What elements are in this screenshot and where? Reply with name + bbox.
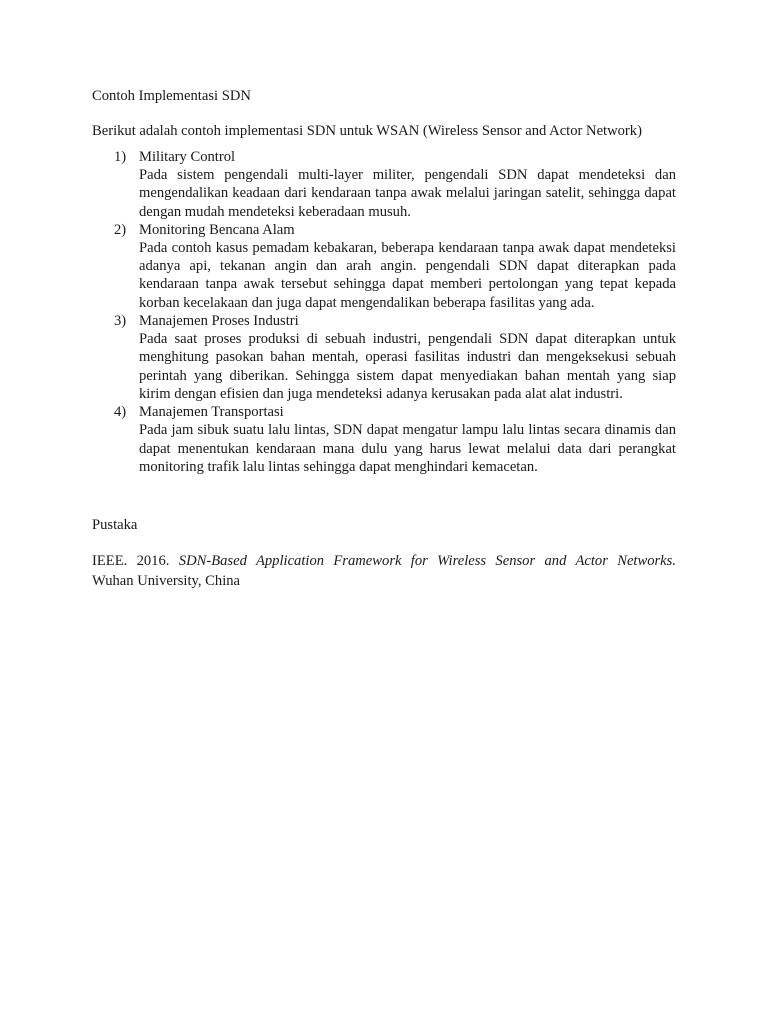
list-item-title: Manajemen Transportasi bbox=[139, 404, 284, 421]
intro-paragraph: Berikut adalah contoh implementasi SDN untuk WSAN (Wireless Sensor and Actor Network) bbox=[92, 123, 642, 139]
list-item-number: 2) bbox=[114, 221, 127, 238]
list-item-body: Pada saat proses produksi di sebuah industri, pengendali SDN dapat diterapkan untuk menghitung pasokan bahan mentah, operasi fasilitas industri dan mengeksekusi sebuah perintah yang diberikan. Sehingga sistem dapat menyediakan bahan mentah yang siap kirim dengan efisien dan juga mendeteksi adanya kerusakan pada alat alat industri. bbox=[139, 331, 676, 402]
list-item bbox=[92, 403, 676, 476]
reference-author-year: IEEE. 2016. bbox=[92, 553, 170, 570]
list-item-body: Pada sistem pengendali multi-layer militer, pengendali SDN dapat mendeteksi dan mengendalikan keadaan dari kendaraan tanpa awak melalui jaringan satelit, sehingga dapat dengan mudah mendeteksi keberadaan musuh. bbox=[139, 167, 676, 220]
list-item-number: 1) bbox=[114, 149, 127, 165]
list-item-title: Monitoring Bencana Alam bbox=[139, 221, 295, 238]
list-item-body: Pada jam sibuk suatu lalu lintas, SDN dapat mengatur lampu lalu lintas secara dinamis dan dapat menentukan kendaraan mana dulu yang harus lewat melalui data dari perangkat monitoring trafik lalu lintas sehingga dapat menghindari kemacetan. bbox=[139, 422, 676, 475]
list-item bbox=[92, 148, 676, 221]
list-item-title: Military Control bbox=[139, 149, 236, 165]
list-item-number: 4) bbox=[114, 404, 127, 421]
list-item-title: Manajemen Proses Industri bbox=[139, 313, 299, 330]
document-title: Contoh Implementasi SDN bbox=[92, 88, 251, 104]
reference-entry bbox=[92, 551, 676, 591]
list-item-number: 3) bbox=[114, 313, 127, 330]
list-item bbox=[92, 221, 676, 312]
reference-publisher: Wuhan University, China bbox=[92, 573, 241, 590]
list-item bbox=[92, 312, 676, 403]
implementation-list bbox=[92, 148, 676, 476]
document-page bbox=[92, 86, 676, 591]
reference-line bbox=[92, 551, 676, 571]
list-item-body: Pada contoh kasus pemadam kebakaran, beberapa kendaraan tanpa awak dapat mendeteksi adanya api, tekanan angin dan arah angin. pengendali SDN dapat diterapkan pada kendaraan tanpa awak tersebut sehingga dapat memberi pertolongan yang tepat kepada korban kecelakaan dan juga dapat mengendalikan beberapa fasilitas yang ada. bbox=[139, 239, 676, 311]
references-heading: Pustaka bbox=[92, 517, 138, 534]
reference-title: SDN-Based Application Framework for Wireless Sensor and Actor Networks. bbox=[178, 553, 676, 570]
